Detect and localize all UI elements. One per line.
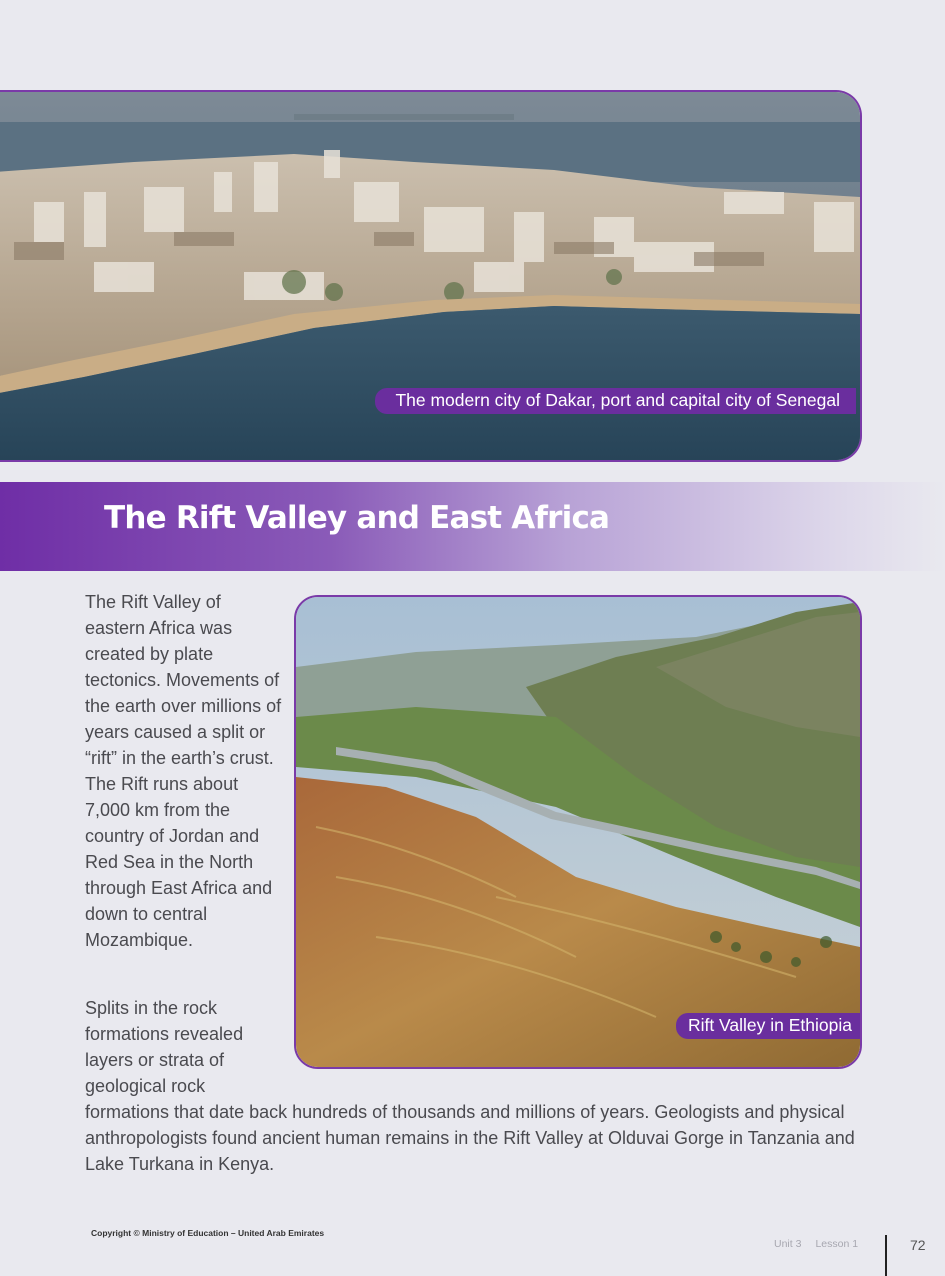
unit-lesson-label — [774, 1238, 858, 1250]
rift-valley-illustration — [296, 597, 860, 1067]
section-title: The Rift Valley and East Africa — [104, 500, 610, 536]
dakar-photo — [0, 90, 862, 462]
copyright-notice: Copyright © Ministry of Education – United Arab Emirates — [91, 1228, 325, 1238]
paragraph-rift-formation: The Rift Valley of eastern Africa was created by plate tectonics. Movements of the earth over millions of years caused a split or “rift” in the earth’s crust. The Rift runs about 7,000 km from the country of Jordan and Red Sea in the North through East Africa and down to central Mozambique. — [85, 592, 282, 950]
lesson-label: Lesson 1 — [815, 1238, 859, 1250]
unit-label: Unit 3 — [774, 1238, 802, 1250]
dakar-photo-caption: The modern city of Dakar, port and capital city of Senegal — [375, 388, 856, 414]
paragraph-strata-start: Splits in the rock formations revealed layers or strata of geological rock — [85, 998, 244, 1096]
section-heading-bar — [0, 482, 945, 571]
rift-photo-caption: Rift Valley in Ethiopia — [676, 1013, 860, 1039]
paragraph-strata-end: formations that date back hundreds of thousands and millions of years. Geologists and physical anthropologists found ancient human remains in the Rift Valley at Olduvai Gorge in Tanzania and Lake Turkana in Kenya. — [85, 1102, 855, 1174]
page-number: 72 — [910, 1237, 926, 1253]
rift-valley-photo — [294, 595, 862, 1069]
footer-divider — [885, 1235, 887, 1276]
